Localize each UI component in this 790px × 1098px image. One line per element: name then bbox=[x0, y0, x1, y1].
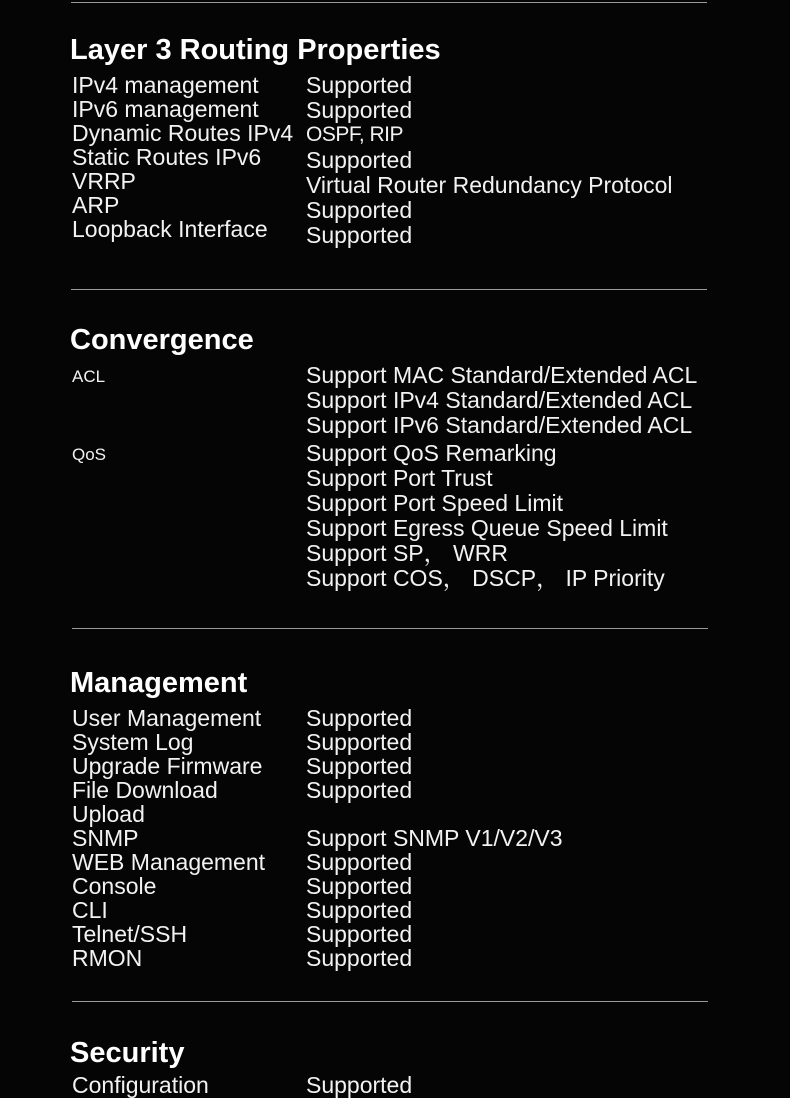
qos-value: Support SP， WRR bbox=[306, 540, 508, 566]
convergence-title: Convergence bbox=[70, 324, 254, 356]
layer3-title: Layer 3 Routing Properties bbox=[70, 34, 441, 66]
section-divider bbox=[71, 289, 707, 290]
qos-value: Support Port Trust bbox=[306, 465, 493, 491]
qos-value: Support COS， DSCP， IP Priority bbox=[306, 565, 665, 591]
spec-value: Supported bbox=[306, 97, 413, 123]
spec-label: Console bbox=[72, 873, 157, 899]
spec-label: WEB Management bbox=[72, 849, 266, 875]
spec-value: Supported bbox=[306, 729, 413, 755]
acl-label: ACL bbox=[72, 367, 106, 386]
spec-label: Static Routes IPv6 bbox=[72, 144, 262, 170]
spec-value: Supported bbox=[306, 945, 413, 971]
spec-label: Upgrade Firmware bbox=[72, 753, 263, 779]
spec-label: ARP bbox=[72, 192, 120, 218]
spec-value: Supported bbox=[306, 777, 413, 803]
spec-value: Support SNMP V1/V2/V3 bbox=[306, 825, 563, 851]
management-title: Management bbox=[70, 667, 248, 699]
spec-value: OSPF, RIP bbox=[306, 123, 404, 146]
spec-label: User Management bbox=[72, 705, 262, 731]
spec-label: RMON bbox=[72, 945, 143, 971]
qos-value: Support Egress Queue Speed Limit bbox=[306, 515, 668, 541]
spec-label: Upload bbox=[72, 801, 145, 827]
qos-value: Support Port Speed Limit bbox=[306, 490, 563, 516]
spec-value: Supported bbox=[306, 921, 413, 947]
spec-value: Supported bbox=[306, 147, 413, 173]
spec-value: Supported bbox=[306, 849, 413, 875]
qos-label: QoS bbox=[72, 445, 107, 464]
qos-value: Support QoS Remarking bbox=[306, 440, 557, 466]
spec-label: IPv6 management bbox=[72, 96, 259, 122]
section-divider bbox=[72, 628, 708, 629]
spec-label: VRRP bbox=[72, 168, 136, 194]
spec-label: Dynamic Routes IPv4 bbox=[72, 120, 294, 146]
spec-label: Configuration bbox=[72, 1072, 209, 1098]
spec-label: Loopback Interface bbox=[72, 216, 268, 242]
spec-label: Telnet/SSH bbox=[72, 921, 188, 947]
spec-label: System Log bbox=[72, 729, 194, 755]
spec-value: Virtual Router Redundancy Protocol bbox=[306, 172, 673, 198]
security-title: Security bbox=[70, 1037, 185, 1069]
spec-label: SNMP bbox=[72, 825, 139, 851]
spec-label: CLI bbox=[72, 897, 108, 923]
spec-value: Supported bbox=[306, 72, 413, 98]
acl-value: Support MAC Standard/Extended ACL bbox=[306, 362, 698, 388]
top-divider bbox=[71, 2, 707, 3]
spec-value: Supported bbox=[306, 222, 413, 248]
acl-value: Support IPv4 Standard/Extended ACL bbox=[306, 387, 693, 413]
spec-label: File Download bbox=[72, 777, 218, 803]
spec-value: Supported bbox=[306, 197, 413, 223]
spec-value: Supported bbox=[306, 873, 413, 899]
spec-value: Supported bbox=[306, 1072, 413, 1098]
spec-value: Supported bbox=[306, 705, 413, 731]
spec-value: Supported bbox=[306, 897, 413, 923]
spec-label: IPv4 management bbox=[72, 72, 259, 98]
section-divider bbox=[72, 1001, 708, 1002]
acl-value: Support IPv6 Standard/Extended ACL bbox=[306, 412, 693, 438]
spec-value: Supported bbox=[306, 753, 413, 779]
